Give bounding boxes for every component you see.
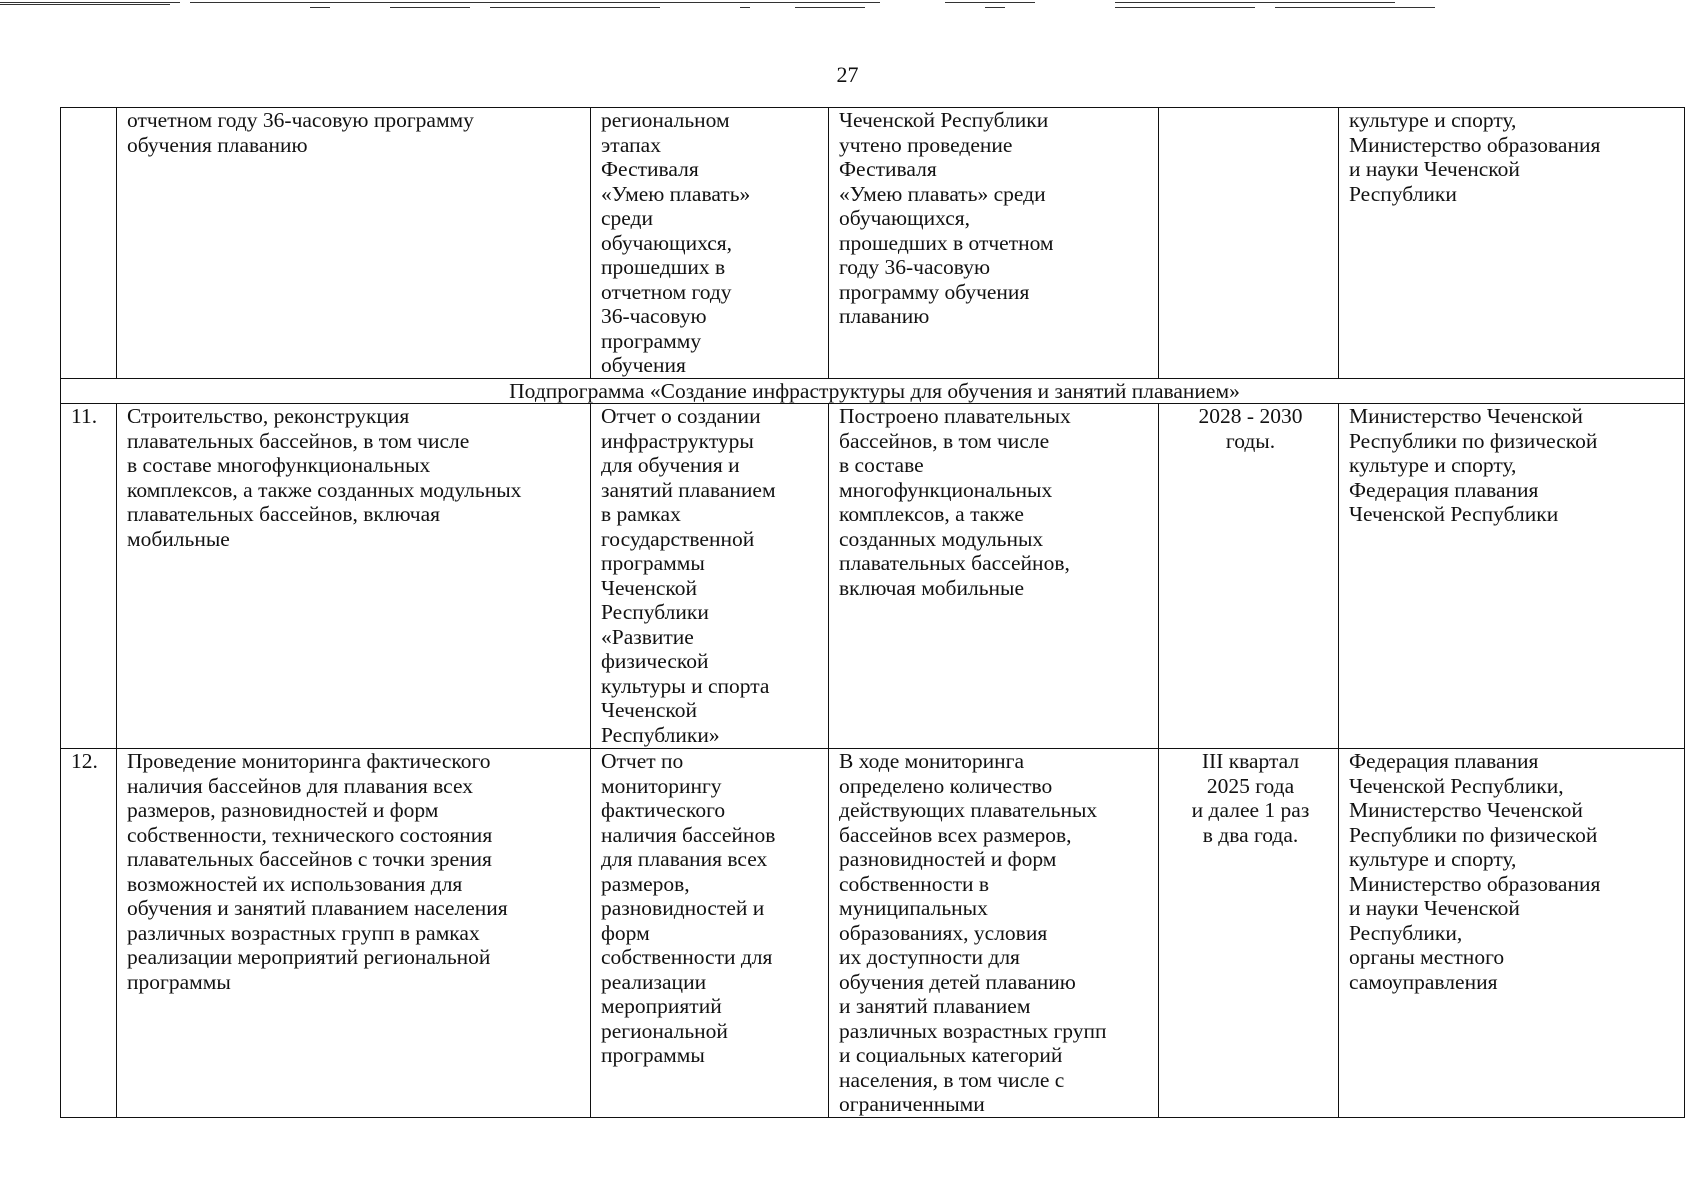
responsible-cell: культуре и спорту, Министерство образования и науки Чеченской Республики [1339, 108, 1685, 379]
activities-table [60, 107, 1685, 1118]
term-cell: 2028 - 2030 годы. [1159, 404, 1339, 749]
term-cell: III квартал 2025 года и далее 1 раз в два года. [1159, 749, 1339, 1118]
event-cell: Строительство, реконструкция плавательных бассейнов, в том числе в составе многофункциональных комплексов, а также созданных модульных плавательных бассейнов, включая мобильные [117, 404, 591, 749]
result-cell: Чеченской Республики учтено проведение Фестиваля «Умею плавать» среди обучающихся, прошедших в отчетном году 36-часовую программу обучения плаванию [829, 108, 1159, 379]
row-number: 12. [61, 749, 117, 1118]
term-cell [1159, 108, 1339, 379]
responsible-cell: Министерство Чеченской Республики по физической культуре и спорту, Федерация плавания Чеченской Республики [1339, 404, 1685, 749]
result-cell: Построено плавательных бассейнов, в том числе в составе многофункциональных комплексов, а также созданных модульных плавательных бассейнов, включая мобильные [829, 404, 1159, 749]
table-row [61, 404, 1685, 749]
subprogram-row [61, 378, 1685, 404]
event-cell: Проведение мониторинга фактического наличия бассейнов для плавания всех размеров, разновидностей и форм собственности, технического состояния плавательных бассейнов с точки зрения возможностей их использования для обучения и занятий плаванием населения различных возрастных групп в рамках реализации мероприятий региональной программы [117, 749, 591, 1118]
document-cell: региональном этапах Фестиваля «Умею плавать» среди обучающихся, прошедших в отчетном году 36-часовую программу обучения [591, 108, 829, 379]
document-cell: Отчет по мониторингу фактического наличия бассейнов для плавания всех размеров, разновидностей и форм собственности для реализации мероприятий региональной программы [591, 749, 829, 1118]
row-number [61, 108, 117, 379]
table-row [61, 749, 1685, 1118]
subprogram-title: Подпрограмма «Создание инфраструктуры для обучения и занятий плаванием» [61, 378, 1685, 404]
row-number: 11. [61, 404, 117, 749]
document-cell: Отчет о создании инфраструктуры для обучения и занятий плаванием в рамках государственной программы Чеченской Республики «Развитие физической культуры и спорта Чеченской Республики» [591, 404, 829, 749]
result-cell: В ходе мониторинга определено количество действующих плавательных бассейнов всех размеров, разновидностей и форм собственности в муниципальных образованиях, условия их доступности для обучения детей плаванию и занятий плаванием различных возрастных групп и социальных категорий населения, в том числе с ограниченными [829, 749, 1159, 1118]
page-number: 27 [836, 62, 859, 87]
event-cell: отчетном году 36-часовую программу обучения плаванию [117, 108, 591, 379]
scan-artifact-lines [0, 0, 1695, 14]
table-row [61, 108, 1685, 379]
responsible-cell: Федерация плавания Чеченской Республики, Министерство Чеченской Республики по физической культуре и спорту, Министерство образования и науки Чеченской Республики, органы местного самоуправления [1339, 749, 1685, 1118]
